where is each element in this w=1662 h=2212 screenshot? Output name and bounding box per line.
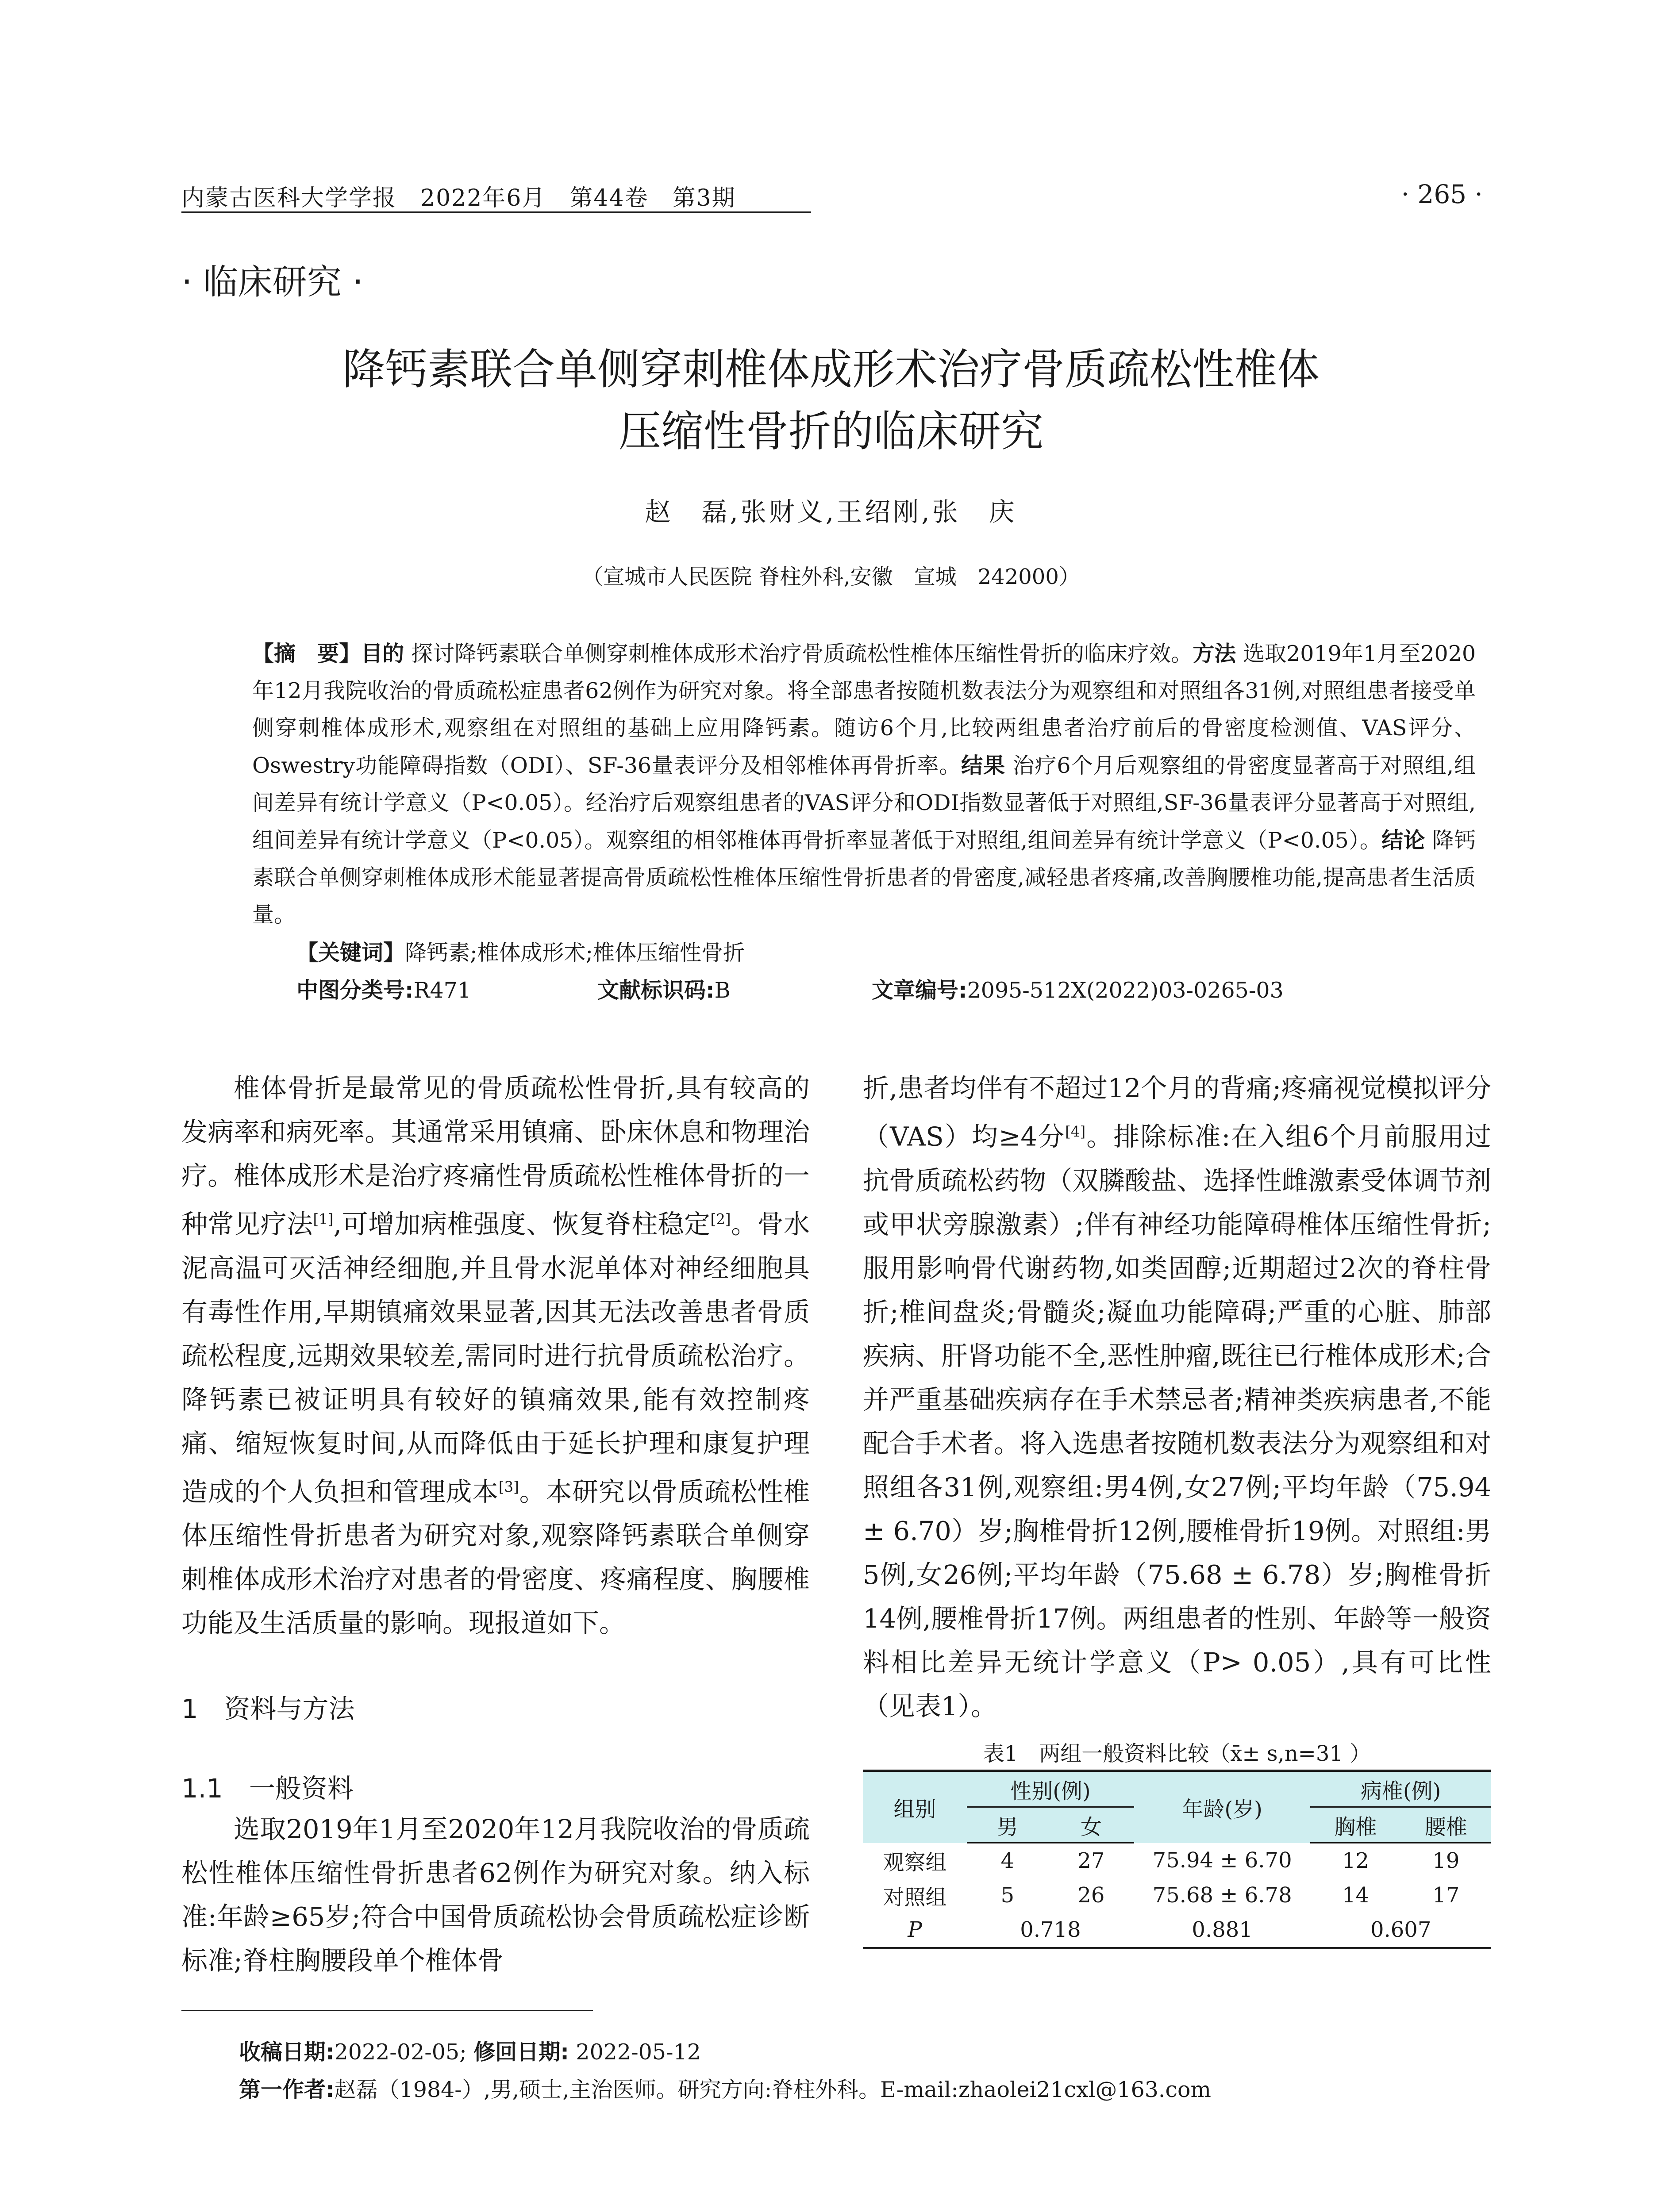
table-1: [863, 1770, 1491, 1949]
th-male: 男: [967, 1807, 1048, 1843]
cell-p-label: P: [863, 1912, 967, 1948]
table-row-p: [863, 1912, 1491, 1948]
general-data-paragraph: 选取2019年1月至2020年12月我院收治的骨质疏松性椎体压缩性骨折患者62例作为研究对象。纳入标准:年龄≥65岁;符合中国骨质疏松协会骨质疏松症诊断标准;脊柱胸腰段单个椎体骨: [181, 1814, 810, 1976]
cell-age: 75.68 ± 6.78: [1152, 1883, 1292, 1908]
received-date: 2022-02-05;: [334, 2039, 474, 2065]
revised-date: 2022-05-12: [569, 2039, 701, 2065]
intro-text-a: 椎体骨折是最常见的骨质疏松性骨折,具有较高的发病率和病死率。其通常采用镇痛、卧床休息和物理治疗。椎体成形术是治疗疼痛性骨质疏松性椎体骨折的一种常见疗法: [181, 1073, 810, 1240]
footnote-author: [239, 2073, 1211, 2104]
cell-male: 4: [1000, 1848, 1015, 1873]
methods-label: 方法: [1193, 641, 1236, 666]
heading-methods: 1 资料与方法: [181, 1694, 355, 1724]
doc-code-value: B: [714, 978, 731, 1003]
cell-female: 27: [1077, 1848, 1105, 1873]
objective-label: 目的: [361, 641, 404, 666]
keywords: [296, 936, 745, 967]
clc-value: R471: [413, 978, 472, 1003]
th-thoracic: 胸椎: [1310, 1807, 1400, 1843]
th-group: 组别: [863, 1771, 967, 1843]
citation-3: [3]: [498, 1478, 519, 1495]
th-site: 病椎(例): [1310, 1771, 1491, 1807]
citation-1: [1]: [313, 1211, 334, 1228]
intro-paragraph: [181, 1066, 810, 1645]
citation-2: [2]: [710, 1211, 731, 1228]
classification-row: [296, 973, 1284, 1004]
section-label: · 临床研究 ·: [181, 262, 364, 302]
article-no-value: 2095-512X(2022)03-0265-03: [967, 978, 1284, 1003]
abstract: [252, 635, 1476, 933]
first-author-label: 第一作者:: [239, 2077, 335, 2102]
results-label: 结果: [961, 753, 1006, 778]
cell-male: 5: [1000, 1883, 1015, 1908]
received-label: 收稿日期:: [239, 2039, 335, 2065]
th-lumbar: 腰椎: [1401, 1807, 1491, 1843]
footnote-rule: [181, 2010, 593, 2011]
authors: 赵 磊,张财义,王绍刚,张 庆: [645, 497, 1017, 527]
cell-group: 对照组: [883, 1885, 947, 1910]
article-no-label: 文章编号:: [872, 978, 967, 1003]
keywords-text: 降钙素;椎体成形术;椎体压缩性骨折: [405, 940, 745, 965]
first-author-text: 赵磊（1984-）,男,硕士,主治医师。研究方向:脊柱外科。E-mail:zhaolei21cxl@163.com: [334, 2077, 1211, 2102]
title-line-1: 降钙素联合单侧穿刺椎体成形术治疗骨质疏松性椎体: [342, 345, 1320, 394]
table-caption: 表1 两组一般资料比较（x̄± s,n=31 ）: [983, 1741, 1371, 1766]
intro-text-b: ,可增加病椎强度、恢复脊柱稳定: [333, 1209, 711, 1240]
cell-age: 75.94 ± 6.70: [1152, 1848, 1292, 1873]
abstract-label: 【摘 要】: [252, 641, 361, 666]
heading-general-data: 1.1 一般资料: [181, 1773, 354, 1804]
cell-female: 26: [1077, 1883, 1105, 1908]
revised-label: 修回日期:: [473, 2039, 569, 2065]
th-sex: 性别(例): [967, 1771, 1134, 1807]
right-text-b: 。排除标准:在入组6个月前服用过抗骨质疏松药物（双膦酸盐、选择性雌激素受体调节剂或甲状旁腺激素）;伴有神经功能障碍椎体压缩性骨折;服用影响骨代谢药物,如类固醇;近期超过2次的脊柱骨折;椎间盘炎;骨髓炎;凝血功能障碍;严重的心脏、肺部疾病、肝肾功能不全,恶性肿瘤,既往已行椎体成形术;合并严重基础疾病存在手术禁忌者;精神类疾病患者,不能配合手术者。将入选患者按随机数表法分为观察组和对照组各31例,观察组:男4例,女27例;平均年龄（75.94 ± 6.70）岁;胸椎骨折12例,腰椎骨折19例。对照组:男5例,女26例;平均年龄（75.68 ± 6.78）岁;胸椎骨折14例,腰椎骨折17例。两组患者的性别、年龄等一般资料相比差异无统计学意义（P> 0.05）,具有可比性（见表1）。: [863, 1121, 1491, 1721]
conclusion-text: 降钙素联合单侧穿刺椎体成形术能显著提高骨质疏松性椎体压缩性骨折患者的骨密度,减轻患者疼痛,改善胸腰椎功能,提高患者生活质量。: [252, 828, 1476, 927]
th-female: 女: [1048, 1807, 1134, 1843]
footnote-dates: [239, 2035, 701, 2066]
methods-text: 选取2019年1月至2020年12月我院收治的骨质疏松症患者62例作为研究对象。将全部患者按随机数表法分为观察组和对照组各31例,对照组患者接受单侧穿刺椎体成形术,观察组在对照组的基础上应用降钙素。随访6个月,比较两组患者治疗前后的骨密度检测值、VAS评分、Oswestry功能障碍指数（ODI）、SF-36量表评分及相邻椎体再骨折率。: [252, 641, 1476, 778]
intro-text-d: 。本研究以骨质疏松性椎体压缩性骨折患者为研究对象,观察降钙素联合单侧穿刺椎体成形术治疗对患者的骨密度、疼痛程度、胸腰椎功能及生活质量的影响。现报道如下。: [181, 1476, 810, 1639]
th-age: 年龄(岁): [1134, 1771, 1310, 1843]
table-row: [863, 1843, 1491, 1878]
results-text: 治疗6个月后观察组的骨密度显著高于对照组,组间差异有统计学意义（P<0.05）。经治疗后观察组患者的VAS评分和ODI指数显著低于对照组,SF-36量表评分显著高于对照组,组间差异有统计学意义（P<0.05）。观察组的相邻椎体再骨折率显著低于对照组,组间差异有统计学意义（P<0.05）。: [252, 753, 1476, 853]
intro-text-c: 。骨水泥高温可灭活神经细胞,并且骨水泥单体对神经细胞具有毒性作用,早期镇痛效果显著,因其无法改善患者骨质疏松程度,远期效果较差,需同时进行抗骨质疏松治疗。降钙素已被证明具有较好的镇痛效果,能有效控制疼痛、缩短恢复时间,从而降低由于延长护理和康复护理造成的个人负担和管理成本: [181, 1209, 810, 1507]
keywords-label: 【关键词】: [296, 940, 405, 965]
cell-p-sex: 0.718: [967, 1912, 1134, 1948]
general-data-continued: [863, 1066, 1491, 1728]
affiliation: （宣城市人民医院 脊柱外科,安徽 宣城 242000）: [582, 565, 1080, 589]
citation-4: [4]: [1065, 1123, 1086, 1140]
table-row: [863, 1878, 1491, 1912]
right-text-a: 折,患者均伴有不超过12个月的背痛;疼痛视觉模拟评分（VAS）均≥4分: [863, 1073, 1491, 1152]
cell-group: 观察组: [883, 1850, 947, 1875]
cell-thoracic: 14: [1342, 1883, 1370, 1908]
running-head: 内蒙古医科大学学报 2022年6月 第44卷 第3期: [181, 185, 736, 211]
clc-label: 中图分类号:: [296, 978, 414, 1003]
objective-text: 探讨降钙素联合单侧穿刺椎体成形术治疗骨质疏松性椎体压缩性骨折的临床疗效。: [404, 641, 1193, 666]
title-line-2: 压缩性骨折的临床研究: [619, 407, 1043, 456]
cell-lumbar: 17: [1432, 1883, 1460, 1908]
page-number: · 265 ·: [1401, 179, 1483, 209]
header-rule: [181, 211, 811, 213]
cell-p-site: 0.607: [1310, 1912, 1491, 1948]
cell-lumbar: 19: [1432, 1848, 1460, 1873]
conclusion-label: 结论: [1381, 827, 1425, 853]
cell-thoracic: 12: [1342, 1848, 1370, 1873]
doc-code-label: 文献标识码:: [597, 978, 715, 1003]
cell-p-age: 0.881: [1134, 1912, 1310, 1948]
